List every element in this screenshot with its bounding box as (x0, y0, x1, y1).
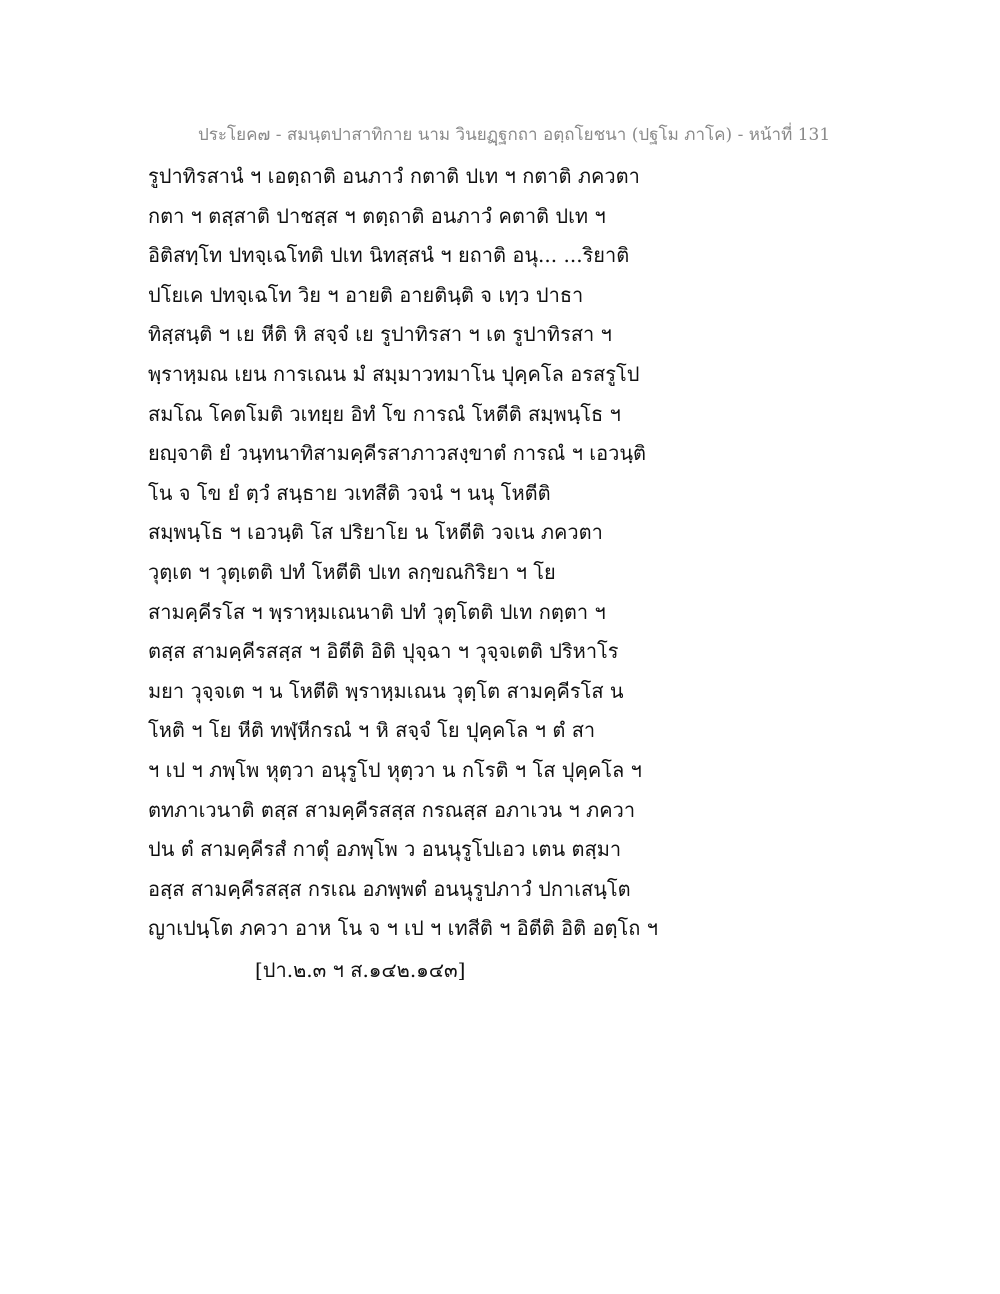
text-line: โน จ โข ยํ ตฺวํ สนฺธาย วเทสีติ วจนํ ฯ นนุ โหตีติ (148, 480, 551, 505)
body-text (148, 160, 668, 952)
text-line: อิติสทฺโท ปทจฺเฉโทติ ปเท นิทสฺสนํ ฯ ยถาติ อนุ... ...ริยาติ (148, 243, 630, 268)
text-line: สามคฺคีรโส ฯ พฺราหฺมเณนาติ ปทํ วุตฺโตติ ปเท กตฺตา ฯ (148, 599, 606, 624)
source-reference: [ปา.๒.๓ ฯ ส.๑๔๒.๑๔๓] (255, 958, 466, 982)
text-line: วุตฺเต ฯ วุตฺเตติ ปทํ โหตีติ ปเท ลกฺขณกิริยา ฯ โย (148, 559, 556, 584)
text-line: โหติ ฯ โย หีติ ทฬฺหีกรณํ ฯ หิ สจฺจํ โย ปุคฺคโล ฯ ตํ สา (148, 718, 596, 743)
text-line: พฺราหฺมณ เยน การเณน มํ สมฺมาวทมาโน ปุคฺคโล อรสรูโป (148, 361, 640, 386)
text-line: รูปาทิรสานํ ฯ เอตฺถาติ อนภาวํ กตาติ ปเท ฯ กตาติ ภควตา (148, 164, 640, 188)
text-line: สมฺพนฺโธ ฯ เอวนฺติ โส ปริยาโย น โหตีติ วจเน ภควตา (148, 520, 603, 545)
text-line: ปน ตํ สามคฺคีรสํ กาตุํ อภพฺโพ ว อนนุรูโปเอว เตน ตสฺมา (148, 837, 622, 862)
text-line: ยญฺจาติ ยํ วนฺทนาทิสามคฺคีรสาภาวสงฺขาตํ การณํ ฯ เอวนฺติ (148, 441, 647, 466)
text-line: อสฺส สามคฺคีรสสฺส กรเณ อภพฺพตํ อนนุรูปภาวํ ปกาเสนฺโต (148, 876, 631, 901)
text-line: ตสฺส สามคฺคีรสสฺส ฯ อิตีติ อิติ ปุจฺฉา ฯ วุจฺจเตติ ปริหาโร (148, 639, 619, 664)
text-line: ตทภาเวนาติ ตสฺส สามคฺคีรสสฺส กรณสฺส อภาเวน ฯ ภควา (148, 797, 636, 822)
text-line: ปโยเค ปทจฺเฉโท วิย ฯ อายติ อายตินฺติ จ เทฺว ปาธา (148, 282, 584, 307)
text-line: มยา วุจฺจเต ฯ น โหตีติ พฺราหฺมเณน วุตฺโต สามคฺคีรโส น (148, 678, 624, 703)
running-title: ประโยค๗ - สมนฺตปาสาทิกาย นาม วินยฏฺฐกถา อตฺถโยชนา (ปฐโม ภาโค) - หน้าที่ 131 (198, 125, 831, 145)
text-line: ญาเปนฺโต ภควา อาห โน จ ฯ เป ฯ เทสีติ ฯ อิตีติ อิติ อตฺโถ ฯ (148, 916, 658, 941)
text-line: กตา ฯ ตสฺสาติ ปาชสฺส ฯ ตตฺถาติ อนภาวํ คตาติ ปเท ฯ (148, 203, 606, 228)
text-line: ทิสฺสนฺติ ฯ เย หีติ หิ สจฺจํ เย รูปาทิรสา ฯ เต รูปาทิรสา ฯ (148, 322, 612, 347)
text-line: ฯ เป ฯ ภพฺโพ หุตฺวา อนุรูโป หุตฺวา น กโรติ ฯ โส ปุคฺคโล ฯ (148, 757, 642, 782)
page-header (198, 124, 831, 146)
text-line: สมโณ โคตโมติ วเทยฺย อิทํ โข การณํ โหตีติ สมฺพนฺโธ ฯ (148, 401, 621, 426)
